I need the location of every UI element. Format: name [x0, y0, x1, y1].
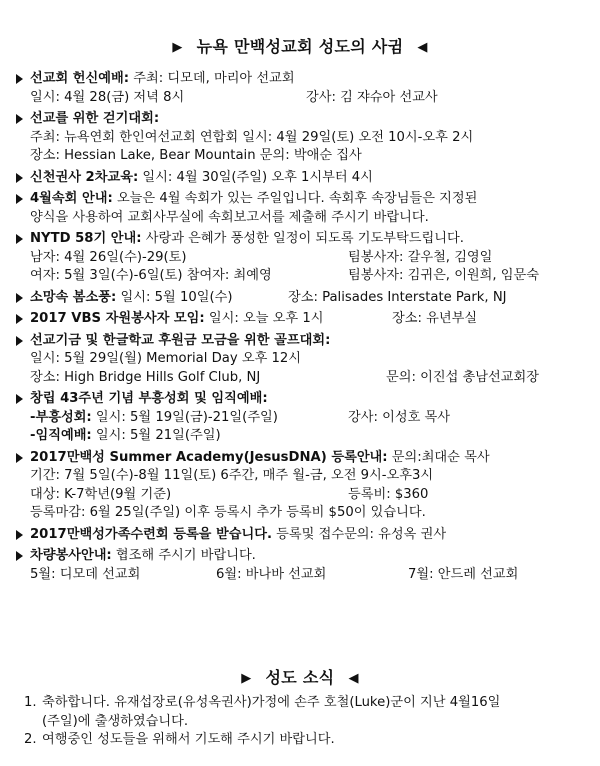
announcement-text: 일시: 4월 30일(주일) 오후 1시부터 4시 — [138, 169, 373, 185]
announcement-detail: 강사: 이성호 목사 — [348, 409, 451, 425]
announcement-detail: 5월: 디모데 선교회 — [30, 566, 141, 582]
announcement-detail: 장소: High Bridge Hills Golf Club, NJ — [30, 369, 261, 385]
announcement-title: 선교를 위한 걷기대회: — [30, 111, 160, 126]
announcement-detail: 등록마감: 6월 25일(주일) 이후 등록시 추가 등록비 $50이 있습니다. — [30, 505, 426, 520]
news-item — [24, 694, 584, 713]
announcement-detail: 양식을 사용하여 교회사무실에 속회보고서를 제출해 주시기 바랍니다. — [30, 209, 429, 225]
announcement-subtitle: -부흥성회: — [30, 409, 92, 425]
announcement-detail: 문의: 이진섭 총남선교회장 — [386, 369, 539, 385]
announcement-detail: 일시: 5월 19일(금)-21일(주일) — [91, 409, 278, 425]
announcement-april-cell — [16, 190, 591, 227]
triangle-right-icon: ▶ — [241, 671, 252, 686]
announcement-detail: 팀봉사자: 갈우철, 김영일 — [348, 249, 493, 265]
announcement-detail: 일시: 4월 28(금) 저녁 8시 — [30, 89, 185, 105]
bullet-icon — [16, 114, 23, 124]
announcement-spring-picnic — [16, 289, 591, 308]
triangle-right-icon: ▶ — [172, 40, 183, 55]
triangle-left-icon: ◀ — [348, 671, 359, 686]
announcement-detail: 기간: 7월 5일(수)-8월 11일(토) 6주간, 매주 월-금, 오전 9시-오후3시 — [30, 468, 434, 483]
announcement-title: NYTD 58기 안내: — [30, 231, 142, 246]
announcement-title: 신천권사 2차교육: — [30, 169, 139, 185]
announcement-title: 2017만백성가족수련회 등록을 받습니다. — [30, 526, 272, 542]
announcement-golf-tournament — [16, 332, 591, 388]
bullet-icon — [16, 234, 23, 244]
announcement-missions-service — [16, 70, 591, 107]
announcement-detail: 강사: 김 쟈슈아 선교사 — [306, 89, 438, 105]
member-news-list — [24, 694, 584, 750]
announcement-detail: 7월: 안드레 선교회 — [408, 566, 519, 582]
bullet-icon — [16, 394, 23, 404]
bullet-icon — [16, 453, 23, 463]
announcement-detail: 일시: 5월 29일(월) Memorial Day 오후 12시 — [30, 351, 302, 366]
news-number: 2. — [24, 732, 37, 747]
announcement-title: 창립 43주년 기념 부흥성회 및 임직예배: — [30, 391, 268, 406]
announcement-walkathon — [16, 110, 591, 166]
triangle-left-icon: ◀ — [417, 40, 428, 55]
announcement-title: 차량봉사안내: — [30, 548, 112, 563]
announcement-subtitle: -임직예배: — [30, 428, 92, 443]
announcement-text: 오늘은 4월 속회가 있는 주일입니다. 속회후 속장님들은 지정된 — [112, 191, 478, 206]
announcement-title: 2017 VBS 자원봉사자 모임: — [30, 311, 205, 326]
announcement-title: 4월속회 안내: — [30, 191, 113, 206]
announcement-summer-academy — [16, 449, 591, 523]
announcement-detail: 팀봉사자: 김귀은, 이원희, 임문숙 — [348, 268, 540, 283]
announcement-text: 등록및 접수문의: 유성옥 권사 — [271, 526, 447, 542]
news-text: (주일)에 출생하였습니다. — [42, 713, 189, 729]
announcement-detail: 대상: K-7학년(9월 기준) — [30, 486, 172, 502]
announcement-detail: 6월: 바나바 선교회 — [216, 566, 327, 582]
announcement-text: 일시: 5월 10일(수) — [116, 289, 233, 305]
news-item — [24, 731, 584, 750]
bullet-icon — [16, 530, 23, 540]
announcement-text: 일시: 오늘 오후 1시 — [204, 311, 324, 326]
announcement-detail: 등록비: $360 — [348, 486, 429, 502]
news-text: 축하합니다. 유재섭장로(유성옥권사)가정에 손주 호철(Luke)군이 지난 4월16일 — [42, 695, 501, 710]
announcement-detail: 장소: Hessian Lake, Bear Mountain 문의: 박애순 집사 — [30, 148, 362, 163]
announcement-text: 주최: 디모데, 마리아 선교회 — [129, 71, 295, 86]
bullet-icon — [16, 74, 23, 84]
announcement-nytd — [16, 230, 591, 286]
bullet-icon — [16, 173, 23, 183]
bullet-icon — [16, 293, 23, 303]
announcement-family-retreat — [16, 526, 591, 545]
announcement-detail: 장소: 유년부실 — [392, 311, 478, 326]
section-title: 뉴욕 만백성교회 성도의 사귐 — [196, 37, 404, 56]
section-title: 성도 소식 — [265, 668, 335, 687]
announcement-anniversary-revival — [16, 390, 591, 446]
announcement-title: 선교기금 및 한글학교 후원금 모금을 위한 골프대회: — [30, 332, 331, 348]
section-header-news — [0, 665, 600, 688]
announcement-detail: 일시: 5월 21일(주일) — [91, 428, 221, 443]
announcement-list — [16, 70, 591, 587]
section-header-fellowship — [0, 34, 600, 57]
announcement-vehicle-service — [16, 547, 591, 584]
announcement-detail: 주최: 뉴욕연회 한인여선교회 연합회 일시: 4월 29일(토) 오전 10시-오후 2시 — [30, 129, 474, 145]
announcement-deaconess-training — [16, 169, 591, 188]
news-number: 1. — [24, 695, 37, 710]
announcement-text: 문의:최대순 목사 — [387, 449, 490, 465]
bullet-icon — [16, 551, 23, 561]
announcement-title: 소망속 봄소풍: — [30, 289, 117, 305]
announcement-title: 2017만백성 Summer Academy(JesusDNA) 등록안내: — [30, 449, 388, 465]
bullet-icon — [16, 194, 23, 204]
bullet-icon — [16, 336, 23, 346]
announcement-detail: 여자: 5월 3일(수)-6일(토) 참여자: 최예영 — [30, 268, 272, 283]
announcement-vbs-volunteers — [16, 310, 591, 329]
news-item-continued — [24, 713, 584, 732]
announcement-text: 협조해 주시기 바랍니다. — [111, 548, 256, 563]
announcement-detail: 장소: Palisades Interstate Park, NJ — [288, 289, 507, 305]
announcement-detail: 남자: 4월 26일(수)-29(토) — [30, 249, 187, 265]
news-text: 여행중인 성도들을 위해서 기도해 주시기 바랍니다. — [42, 732, 335, 747]
announcement-title: 선교회 헌신예배: — [30, 71, 130, 86]
announcement-text: 사랑과 은혜가 풍성한 일정이 되도록 기도부탁드립니다. — [141, 231, 464, 246]
bullet-icon — [16, 314, 23, 324]
